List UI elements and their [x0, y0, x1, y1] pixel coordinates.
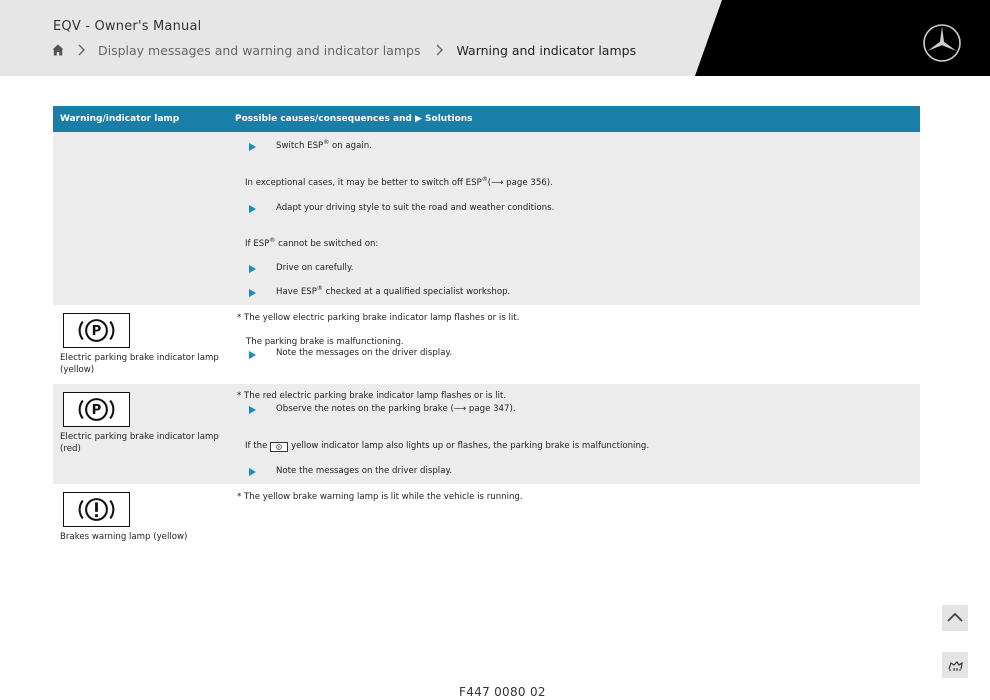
mercedes-star-logo[interactable]: [922, 23, 962, 63]
cause-text: If ESP® cannot be switched on:: [245, 237, 379, 249]
solution-text: Note the messages on the driver display.: [276, 348, 453, 358]
svg-text:P: P: [91, 324, 102, 340]
cause-text: yellow indicator lamp also lights up or flashes, the parking brake is malfunctioning.: [291, 441, 650, 451]
parking-brake-icon: [270, 442, 288, 452]
solution-text: Switch ESP® on again.: [276, 139, 372, 151]
solution-arrow-icon: [249, 205, 256, 213]
solution-arrow-icon: [249, 406, 256, 414]
chevron-up-icon: [942, 605, 968, 631]
cause-bullet: * The red electric parking brake indicator lamp flashes or is lit.: [237, 391, 507, 401]
figure-code: F447 0080 02: [459, 685, 546, 699]
cause-bullet: * The yellow electric parking brake indicator lamp flashes or is lit.: [237, 313, 520, 323]
chevron-right-icon: [76, 44, 86, 56]
solution-text: Note the messages on the driver display.: [276, 466, 453, 476]
table-header-row: [53, 106, 920, 132]
svg-text:P: P: [277, 445, 281, 450]
warning-lamp-table: [53, 106, 920, 554]
solution-arrow-icon: [249, 468, 256, 476]
table-row-parking-brake-red: [53, 384, 920, 484]
table-row-esp: [53, 132, 920, 305]
parking-brake-icon: [63, 392, 130, 427]
lamp-label: Electric parking brake indicator lamp (yellow): [60, 353, 219, 375]
solution-text: Drive on carefully.: [276, 263, 354, 273]
brake-warning-icon: [63, 492, 130, 527]
svg-text:P: P: [91, 403, 102, 419]
cause-text: The parking brake is malfunctioning.: [246, 337, 404, 347]
cause-text: In exceptional cases, it may be better to switch off ESP®(⟶ page 356).: [245, 176, 553, 188]
solution-arrow-icon: [249, 143, 256, 151]
scroll-to-top-button[interactable]: [942, 605, 968, 631]
table-row-parking-brake-yellow: [53, 305, 920, 384]
column-header-lamp: Warning/indicator lamp: [60, 114, 180, 124]
solution-text: Adapt your driving style to suit the road and weather conditions.: [276, 203, 555, 213]
parking-brake-icon: [63, 313, 130, 348]
chevron-right-icon: [434, 44, 444, 56]
manual-title: EQV - Owner's Manual: [53, 19, 202, 34]
lamp-label: Electric parking brake indicator lamp (red): [60, 432, 219, 454]
breadcrumb-link-display-messages[interactable]: Display messages and warning and indicator lamps: [98, 42, 421, 58]
breadcrumb-current: Warning and indicator lamps: [456, 42, 637, 58]
animal-icon: [942, 652, 968, 678]
home-icon[interactable]: [52, 44, 64, 56]
solution-arrow-icon: [249, 351, 256, 359]
solution-text: Have ESP® checked at a qualified specialist workshop.: [276, 285, 511, 297]
table-row-brake-warning: [53, 484, 920, 554]
cause-text-prefix: If the: [245, 441, 268, 451]
animal-button[interactable]: [942, 652, 968, 678]
solution-arrow-icon: [249, 265, 256, 273]
lamp-label: Brakes warning lamp (yellow): [60, 532, 188, 542]
column-header-causes: Possible causes/consequences and ▶ Solutions: [235, 114, 473, 124]
cause-bullet: * The yellow brake warning lamp is lit while the vehicle is running.: [237, 492, 523, 502]
solution-text: Observe the notes on the parking brake (⟶ page 347).: [276, 404, 516, 414]
breadcrumb: [52, 42, 650, 58]
solution-arrow-icon: [249, 289, 256, 297]
